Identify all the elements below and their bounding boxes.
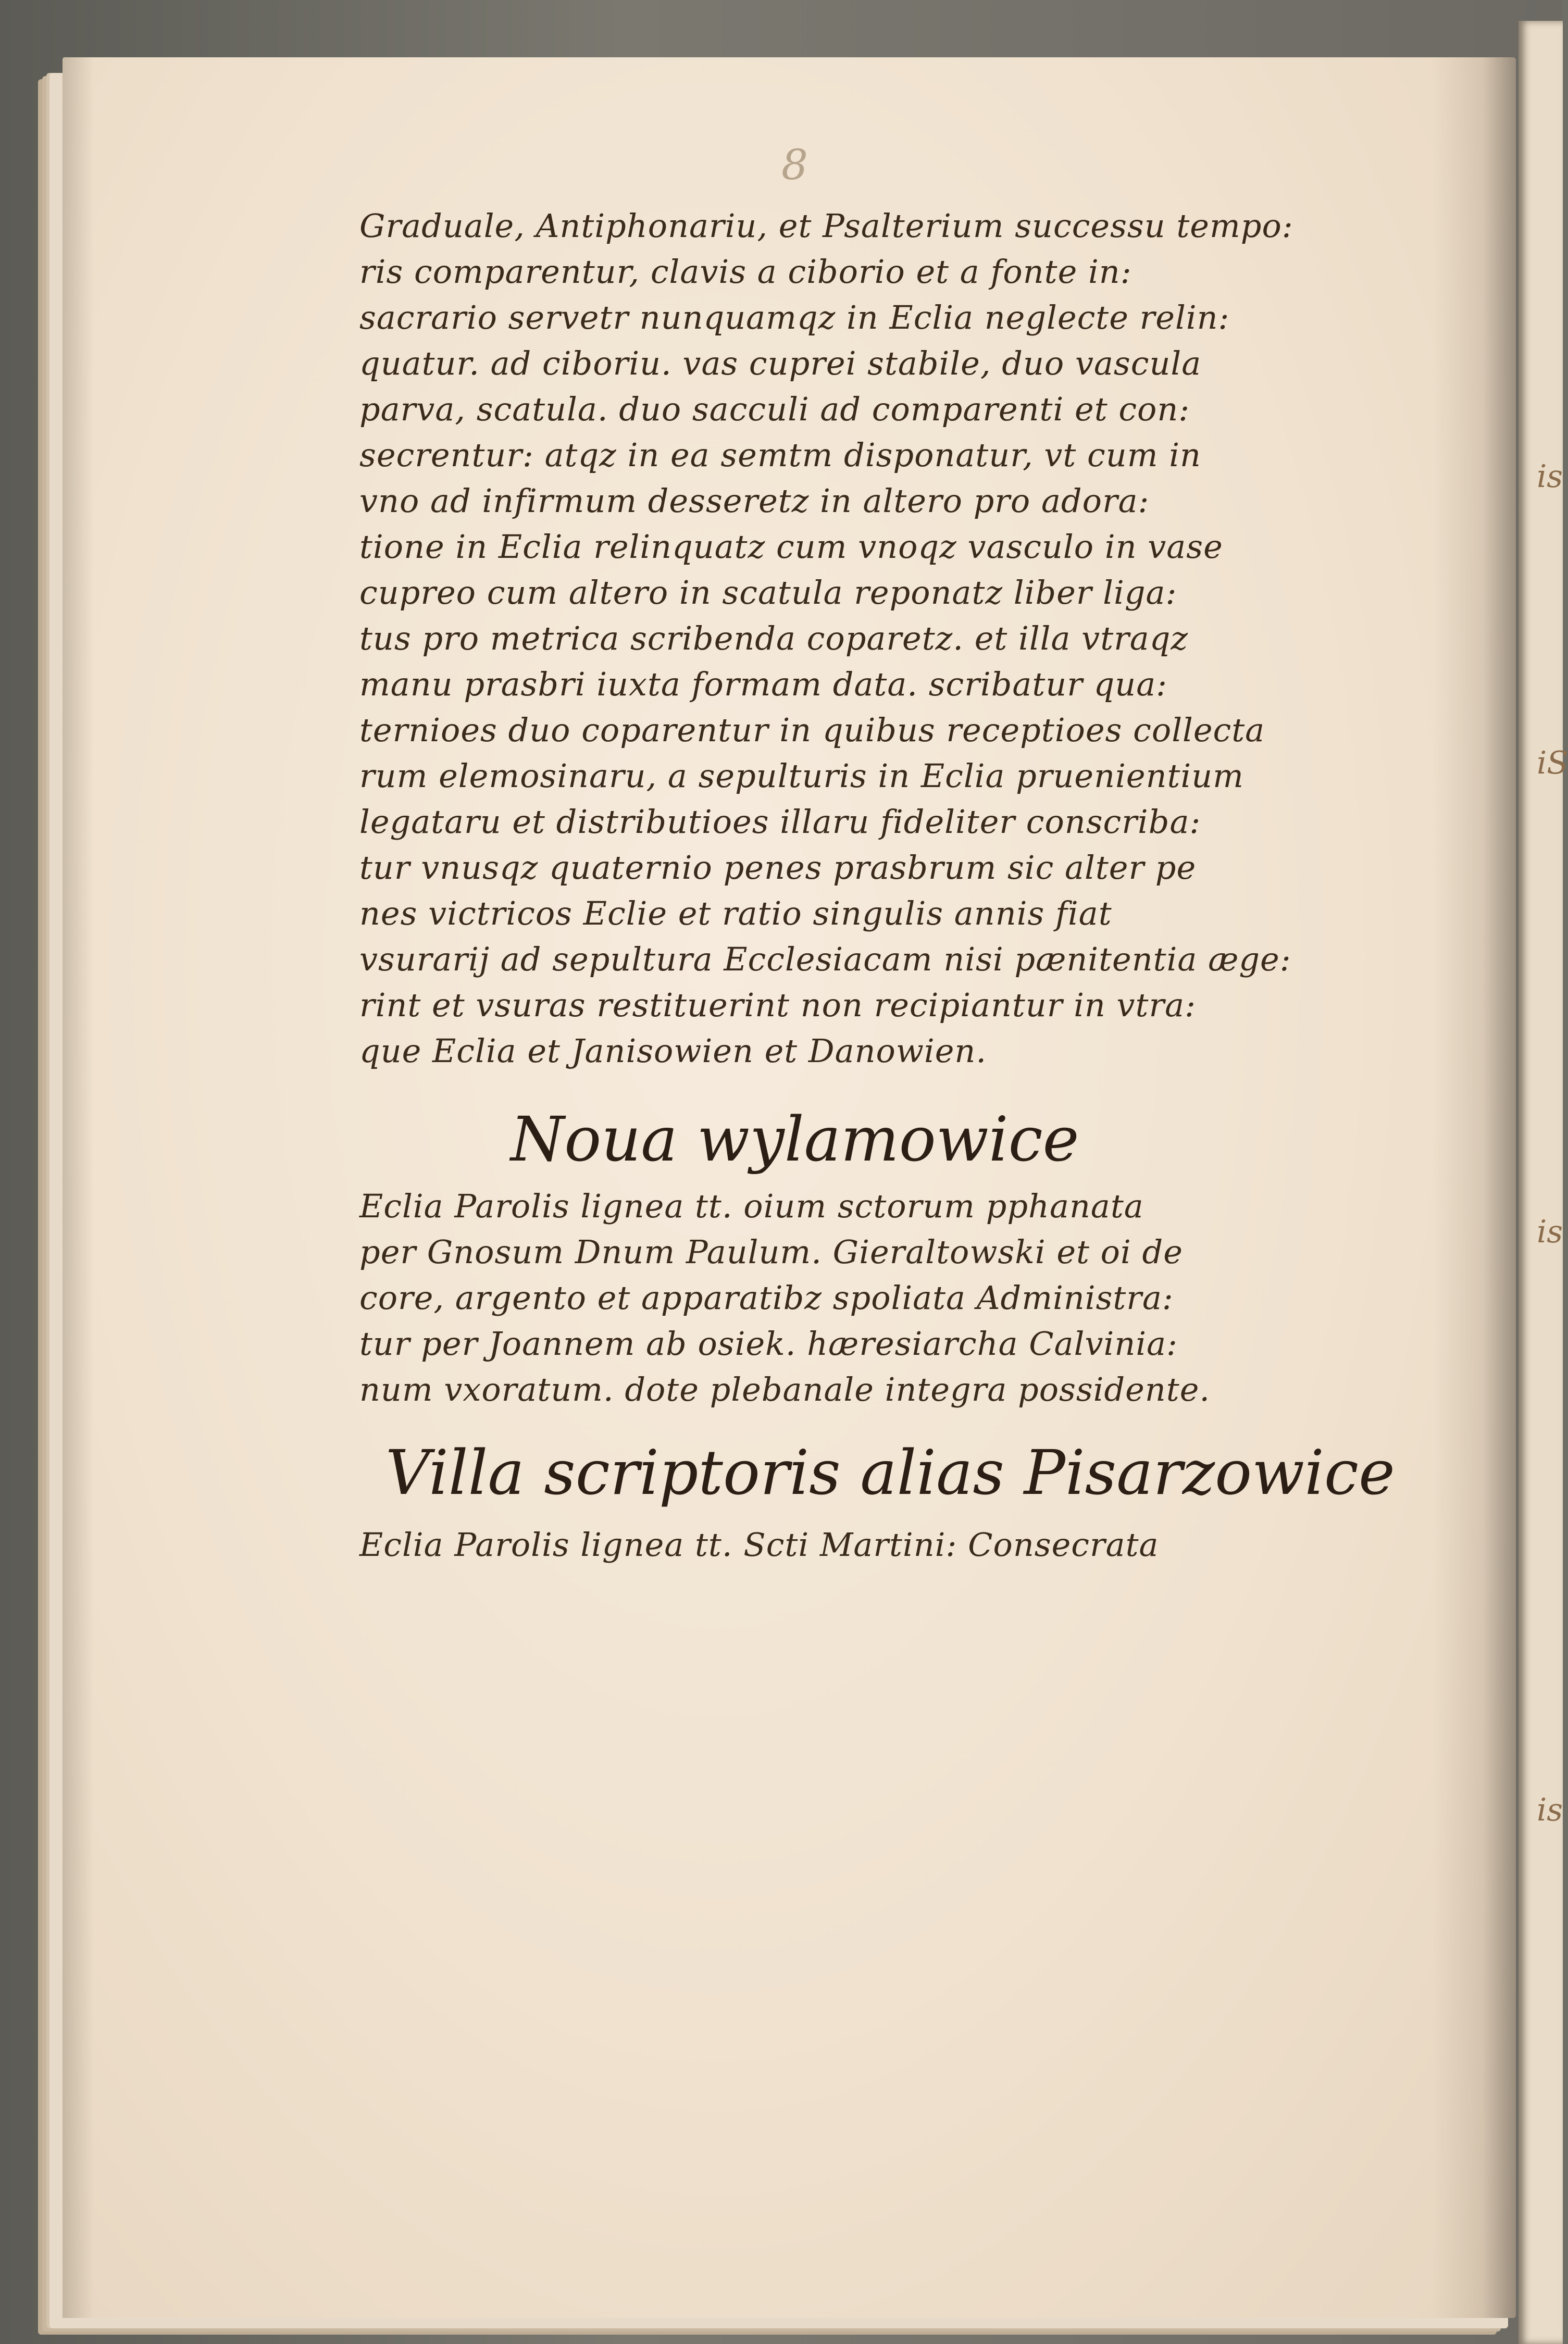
text-line: tione in Eclia relinquatz cum vnoqz vasculo in vase (359, 528, 1223, 566)
next-page-edge (1519, 21, 1563, 2344)
text-line: ris comparentur, clavis a ciborio et a fonte in: (359, 253, 1132, 291)
text-line: vno ad infirmum desseretz in altero pro adora: (359, 482, 1150, 520)
text-line: que Eclia et Janisowien et Danowien. (359, 1032, 987, 1070)
text-line: vsurarij ad sepultura Ecclesiacam nisi pænitentia æge: (359, 940, 1291, 978)
text-line: tur vnusqz quaternio penes prasbrum sic alter pe (359, 849, 1197, 887)
text-line: Eclia Parolis lignea tt. oium sctorum pphanata (359, 1187, 1144, 1225)
text-line: Eclia Parolis lignea tt. Scti Martini: Consecrata (359, 1526, 1159, 1564)
margin-mark: is (1537, 1792, 1563, 1828)
text-line: per Gnosum Dnum Paulum. Gieraltowski et oi de (359, 1233, 1183, 1271)
paragraph-3 (359, 1522, 1417, 1568)
folio-number: 8 (781, 141, 808, 189)
text-line: Graduale, Antiphonariu, et Psalterium successu tempo: (359, 207, 1293, 245)
binding-shadow (63, 57, 94, 2318)
paragraph-2 (359, 1183, 1417, 1413)
gutter-shadow (1433, 57, 1516, 2318)
paragraph-1 (359, 203, 1417, 1074)
text-line: num vxoratum. dote plebanale integra possidente. (359, 1370, 1211, 1408)
text-line: ternioes duo coparentur in quibus receptioes collecta (359, 711, 1265, 749)
text-line: rum elemosinaru, a sepulturis in Eclia pruenientium (359, 757, 1244, 795)
text-line: rint et vsuras restituerint non recipiantur in vtra: (359, 986, 1196, 1024)
text-line: nes victricos Eclie et ratio singulis annis fiat (359, 894, 1112, 932)
section-heading-noua-wylamowice: Noua wylamowice (511, 1103, 1079, 1175)
margin-mark: iS (1537, 745, 1568, 781)
text-line: secrentur: atqz in ea semtm disponatur, vt cum in (359, 436, 1201, 474)
text-line: manu prasbri iuxta formam data. scribatur qua: (359, 665, 1168, 703)
text-line: tur per Joannem ab osiek. hæresiarcha Calvinia: (359, 1325, 1178, 1363)
margin-mark: is (1537, 458, 1563, 495)
text-line: core, argento et apparatibz spoliata Administra: (359, 1279, 1174, 1317)
text-line: parva, scatula. duo sacculi ad comparenti et con: (359, 390, 1190, 428)
section-heading-pisarzowice: Villa scriptoris alias Pisarzowice (385, 1437, 1395, 1508)
text-line: legataru et distributioes illaru fideliter conscriba: (359, 803, 1201, 841)
text-line: quatur. ad ciboriu. vas cuprei stabile, duo vascula (359, 344, 1202, 382)
text-line: tus pro metrica scribenda coparetz. et illa vtraqz (359, 619, 1189, 657)
margin-mark: is (1537, 1214, 1563, 1250)
text-line: cupreo cum altero in scatula reponatz liber liga: (359, 573, 1177, 612)
manuscript-text (359, 203, 1417, 1568)
text-line: sacrario servetr nunquamqz in Eclia neglecte relin: (359, 298, 1230, 336)
